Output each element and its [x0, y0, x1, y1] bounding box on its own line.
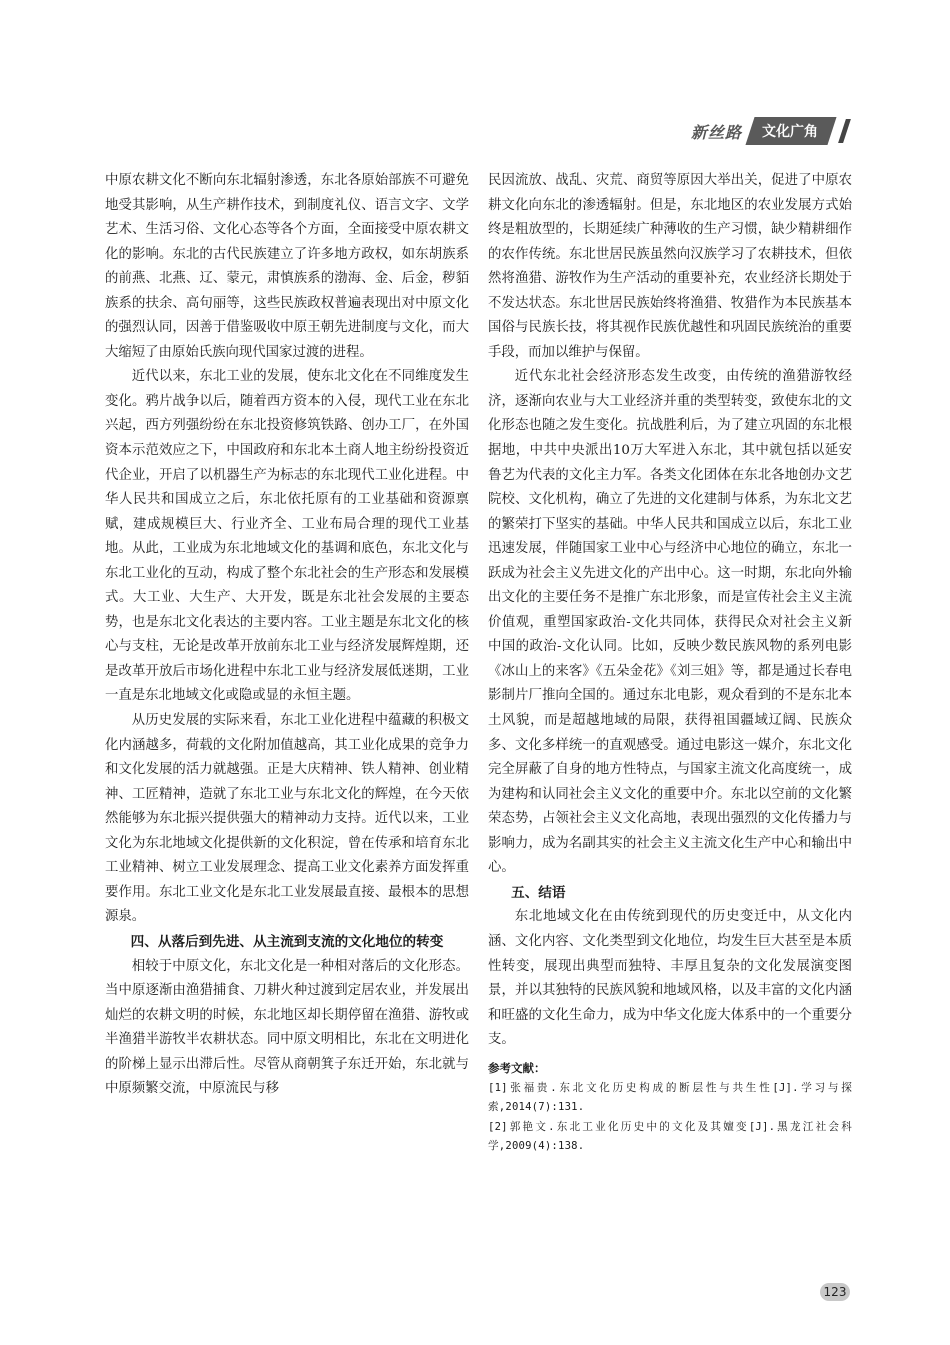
paragraph: 近代东北社会经济形态发生改变，由传统的渔猎游牧经济，逐渐向农业与大工业经济并重的类型转变，致使东北的文化形态也随之发生变化。抗战胜利后，为了建立巩固的东北根据地，中共中央派出10万大军进入东北，其中就包括以延安鲁艺为代表的文化主力军。各类文化团体在东北各地创办文艺院校、文化机构，确立了先进的文化建制与体系，为东北文艺的繁荣打下坚实的基础。中华人民共和国成立以后，东北工业迅速发展，伴随国家工业中心与经济中心地位的确立，东北一跃成为社会主义先进文化的产出中心。这一时期，东北向外输出文化的主要任务不是推广东北形象，而是宣传社会主义主流价值观，重塑国家政治-文化共同体，获得民众对社会主义新中国的政治-文化认同。比如，反映少数民族风物的系列电影《冰山上的来客》《五朵金花》《刘三姐》等，都是通过长春电影制片厂推向全国的。通过东北电影，观众看到的不是东北本土风貌，而是超越地域的局限，获得祖国疆域辽阔、民族众多、文化多样统一的直观感受。通过电影这一媒介，东北文化完全屏蔽了自身的地方性特点，与国家主流文化高度统一，成为建构和认同社会主义文化的重要中介。东北以空前的文化繁荣态势，占领社会主义文化高地，表现出强烈的文化传播力与影响力，成为名副其实的社会主义主流文化生产中心和输出中心。 — [488, 369, 852, 876]
right-column — [488, 169, 852, 1157]
reference-item: [2]郭艳文.东北工业化历史中的文化及其嬗变[J].黑龙江社会科学,2009(4):138. — [488, 1120, 852, 1153]
reference-item: [1]张福贵.东北文化历史构成的断层性与共生性[J].学习与探索,2014(7):131. — [488, 1081, 852, 1114]
paragraph: 东北地域文化在由传统到现代的历史变迁中，从文化内涵、文化内容、文化类型到文化地位，均发生巨大甚至是本质性转变，展现出典型而独特、丰厚且复杂的文化发展演变图景，并以其独特的民族风貌和地域风格，以及丰富的文化内涵和旺盛的文化生命力，成为中华文化庞大体系中的一个重要分支。 — [488, 909, 852, 1048]
section-heading: 四、从落后到先进、从主流到支流的文化地位的转变 — [130, 933, 444, 950]
left-column — [105, 169, 469, 1102]
journal-brand: 新丝路 — [690, 122, 742, 142]
page-number: 123 — [820, 1283, 850, 1301]
paragraph: 民因流放、战乱、灾荒、商贸等原因大举出关，促进了中原农耕文化向东北的渗透辐射。但是，东北地区的农业发展方式始终是粗放型的，长期延续广种薄收的生产习惯，缺少精耕细作的农作传统。东北世居民族虽然向汉族学习了农耕技术，但依然将渔猎、游牧作为生产活动的重要补充，农业经济长期处于不发达状态。东北世居民族始终将渔猎、牧猎作为本民族基本国俗与民族长技，将其视作民族优越性和巩固民族统治的重要手段，而加以维护与保留。 — [488, 173, 852, 360]
page-header — [691, 117, 847, 145]
references-title: 参考文献： — [488, 1060, 546, 1075]
paragraph: 近代以来，东北工业的发展，使东北文化在不同维度发生变化。鸦片战争以后，随着西方资本的入侵，现代工业在东北兴起，西方列强纷纷在东北投资修筑铁路、创办工厂，在外国资本示范效应之下，中国政府和东北本土商人地主纷纷投资近代企业，开启了以机器生产为标志的东北现代工业化进程。中华人民共和国成立之后，东北依托原有的工业基础和资源禀赋，建成规模巨大、行业齐全、工业布局合理的现代工业基地。从此，工业成为东北地域文化的基调和底色，东北文化与东北工业化的互动，构成了整个东北社会的生产形态和发展模式。大工业、大生产、大开发，既是东北社会发展的主要态势，也是东北文化表达的主要内容。工业主题是东北文化的核心与支柱，无论是改革开放前东北工业与经济发展辉煌期，还是改革开放后市场化进程中东北工业与经济发展低迷期，工业一直是东北地域文化或隐或显的永恒主题。 — [105, 369, 469, 704]
section-tab — [745, 117, 836, 145]
header-accent-bar — [838, 119, 851, 143]
paragraph: 从历史发展的实际来看，东北工业化进程中蕴藏的积极文化内涵越多，荷载的文化附加值越高，其工业化成果的竞争力和文化发展的活力就越强。正是大庆精神、铁人精神、创业精神、工匠精神，造就了东北工业与东北文化的辉煌，在今天依然能够为东北振兴提供强大的精神动力支持。近代以来，工业文化为东北地域文化提供新的文化积淀，曾在传承和培育东北工业精神、树立工业发展理念、提高工业文化素养方面发挥重要作用。东北工业文化是东北工业发展最直接、最根本的思想源泉。 — [105, 713, 469, 925]
section-heading: 五、结语 — [511, 884, 566, 901]
paragraph: 相较于中原文化，东北文化是一种相对落后的文化形态。当中原逐渐由渔猎捕食、刀耕火种过渡到定居农业，并发展出灿烂的农耕文明的时候，东北地区却长期停留在渔猎、游牧或半渔猎半游牧半农耕状态。同中原文明相比，东北在文明进化的阶梯上显示出滞后性。尽管从商朝箕子东迁开始，东北就与中原频繁交流，中原流民与移 — [105, 958, 469, 1097]
paragraph: 中原农耕文化不断向东北辐射渗透，东北各原始部族不可避免地受其影响，从生产耕作技术，到制度礼仪、语言文字、文学艺术、生活习俗、文化心态等各个方面，全面接受中原农耕文化的影响。东北的古代民族建立了许多地方政权，如东胡族系的前燕、北燕、辽、蒙元，肃慎族系的渤海、金、后金，秽貊族系的扶余、高句丽等，这些民族政权普遍表现出对中原文化的强烈认同，因善于借鉴吸收中原王朝先进制度与文化，而大大缩短了由原始氏族向现代国家过渡的进程。 — [105, 173, 469, 360]
section-label: 文化广角 — [762, 124, 818, 140]
